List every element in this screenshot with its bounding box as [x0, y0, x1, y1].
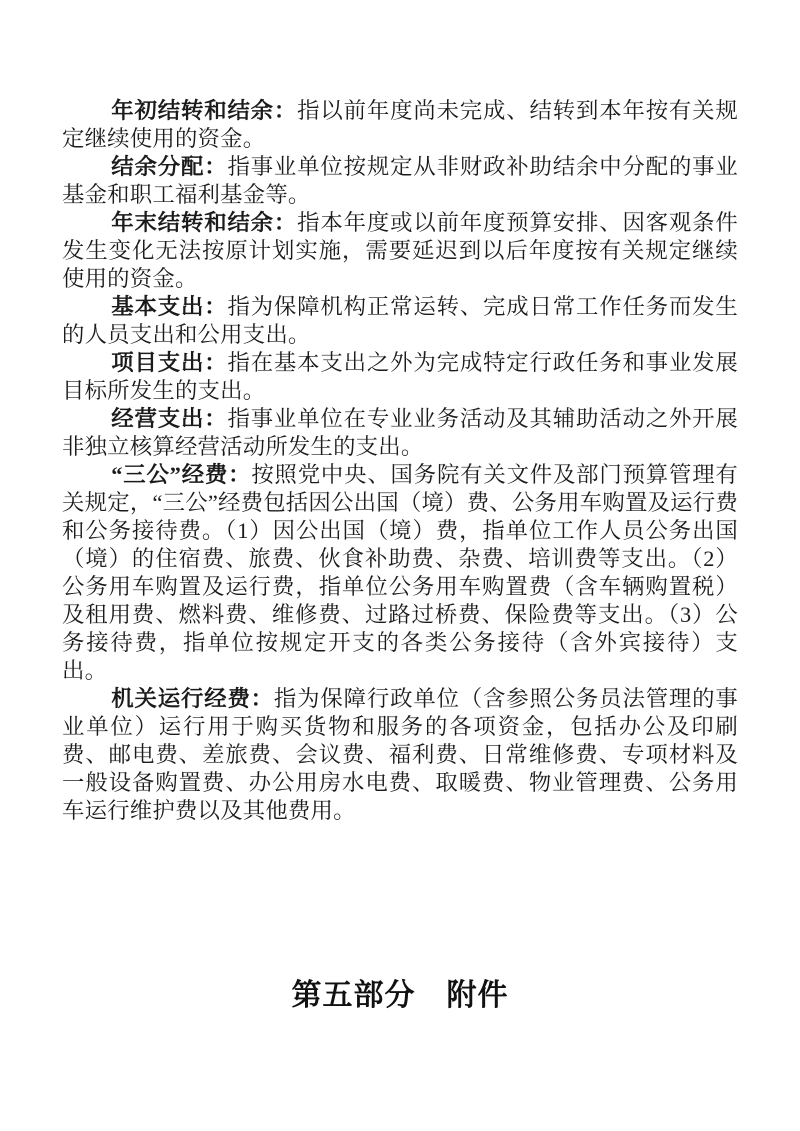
- definition-term: 年末结转和结余：: [111, 210, 298, 235]
- definition-paragraph: [62, 97, 738, 153]
- definition-paragraph: [62, 293, 738, 349]
- definition-term: 项目支出：: [111, 350, 228, 375]
- section-heading: 第五部分 附件: [291, 979, 509, 1012]
- definition-term: 年初结转和结余：: [111, 98, 298, 123]
- definition-text: 指事业单位按规定从非财政补助结余中分配的事业基金和职工福利基金等。: [62, 154, 739, 207]
- definition-term: 基本支出：: [111, 294, 228, 319]
- definition-term: 经营支出：: [111, 406, 228, 431]
- definition-paragraph: [62, 405, 738, 461]
- definition-text: 指为保障行政单位（含参照公务员法管理的事业单位）运行用于购买货物和服务的各项资金，包括办公及印刷费、邮电费、差旅费、会议费、福利费、日常维修费、专项材料及一般设备购置费、办公用房水电费、取暖费、物业管理费、公务用车运行维护费以及其他费用。: [62, 686, 738, 823]
- definition-term: 机关运行经费：: [111, 686, 274, 711]
- definition-term: “三公”经费：: [111, 462, 252, 487]
- definition-text: 按照党中央、国务院有关文件及部门预算管理有关规定，“三公”经费包括因公出国（境）费、公务用车购置及运行费和公务接待费。（1）因公出国（境）费，指单位工作人员公务出国（境）的住宿费、旅费、伙食补助费、杂费、培训费等支出。（2）公务用车购置及运行费，指单位公务用车购置费（含车辆购置税）及租用费、燃料费、维修费、过路过桥费、保险费等支出。（3）公务接待费，指单位按规定开支的各类公务接待（含外宾接待）支出。: [62, 462, 738, 683]
- definition-text: 指在基本支出之外为完成特定行政任务和事业发展目标所发生的支出。: [62, 350, 739, 403]
- definition-paragraph: [62, 349, 738, 405]
- definition-text: 指为保障机构正常运转、完成日常工作任务而发生的人员支出和公用支出。: [62, 294, 739, 347]
- definition-term: 结余分配：: [111, 154, 228, 179]
- definition-paragraph: [62, 153, 738, 209]
- definitions-list: [62, 97, 738, 825]
- definition-text: 指以前年度尚未完成、结转到本年按有关规定继续使用的资金。: [62, 98, 738, 151]
- definition-paragraph: [62, 461, 738, 685]
- definition-paragraph: [62, 209, 738, 293]
- definition-text: 指本年度或以前年度预算安排、因客观条件发生变化无法按原计划实施，需要延迟到以后年度按有关规定继续使用的资金。: [62, 210, 738, 291]
- definition-text: 指事业单位在专业业务活动及其辅助活动之外开展非独立核算经营活动所发生的支出。: [62, 406, 739, 459]
- definition-paragraph: [62, 685, 738, 825]
